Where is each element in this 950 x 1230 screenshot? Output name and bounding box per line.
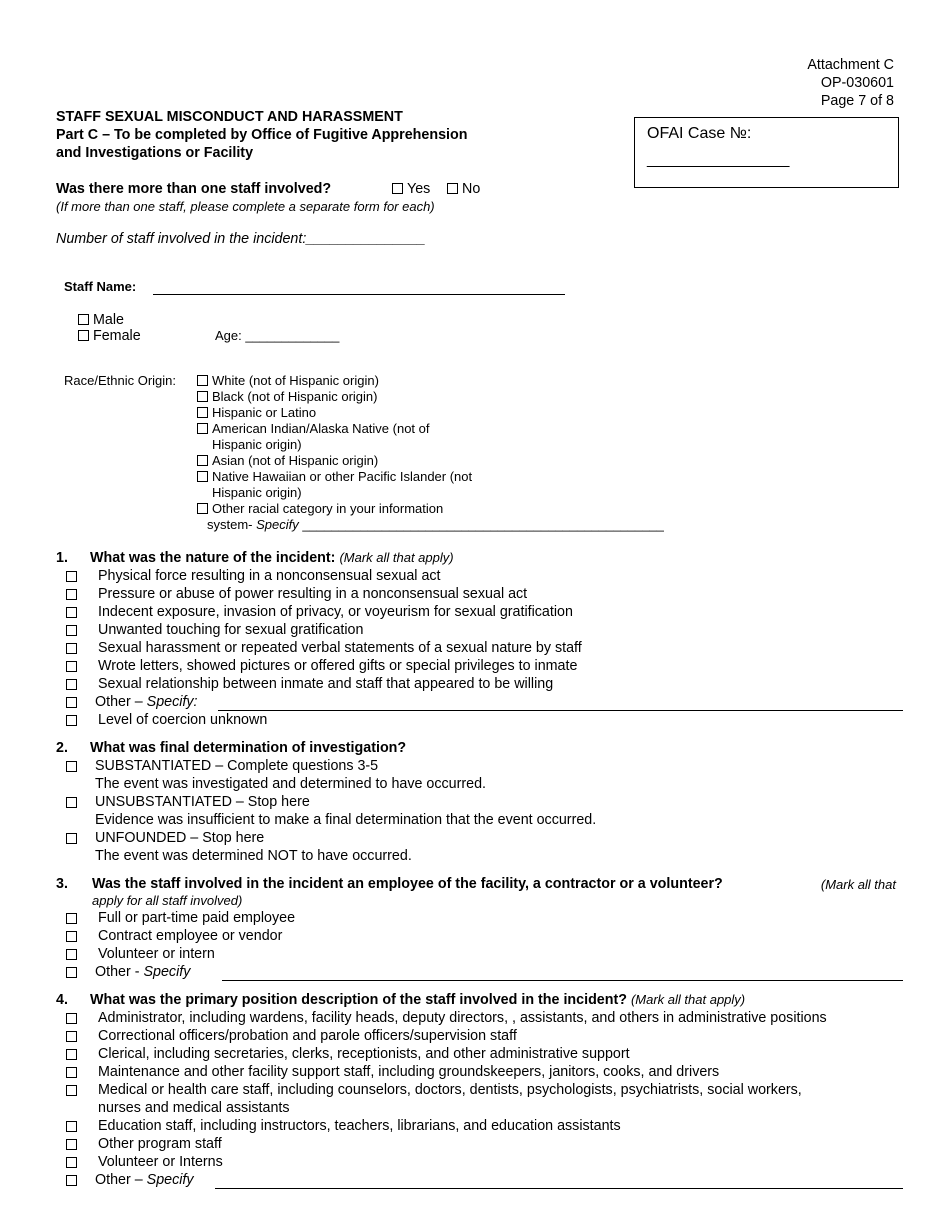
q1-coercion-unknown-checkbox[interactable] — [66, 715, 77, 726]
q1-option-0-checkbox[interactable] — [66, 571, 77, 582]
q4-option2-2-label: Volunteer or Interns — [98, 1154, 223, 1170]
q2-substantiated-desc: The event was investigated and determined to have occurred. — [95, 776, 487, 792]
q4-option-1-checkbox[interactable] — [66, 1031, 77, 1042]
race-asian[interactable] — [197, 453, 378, 469]
race-black-checkbox[interactable] — [197, 391, 208, 402]
number-staff-field[interactable]: Number of staff involved in the incident:_______________ — [56, 231, 426, 247]
race-native-label: American Indian/Alaska Native (not of — [212, 421, 430, 436]
form-subtitle-2: and Investigations or Facility — [56, 145, 254, 161]
q3-number: 3. — [56, 876, 68, 892]
q4-heading — [90, 992, 745, 1008]
q1-option-6-checkbox[interactable] — [66, 679, 77, 690]
multi-staff-no[interactable] — [447, 181, 480, 197]
q4-option-2-label: Clerical, including secretaries, clerks, receptionists, and other administrative support — [98, 1046, 630, 1062]
race-other-specify-label: Specify — [256, 517, 299, 532]
q4-option2-0-checkbox[interactable] — [66, 1121, 77, 1132]
q1-option-6-label: Sexual relationship between inmate and staff that appeared to be willing — [98, 676, 554, 692]
case-number-label: OFAI Case №: — [647, 125, 752, 142]
q3-option-0-label: Full or part-time paid employee — [98, 910, 296, 926]
q4-option-3-checkbox[interactable] — [66, 1067, 77, 1078]
q4-option-0-checkbox[interactable] — [66, 1013, 77, 1024]
multi-staff-note: (If more than one staff, please complete a separate form for each) — [56, 199, 435, 214]
form-title: STAFF SEXUAL MISCONDUCT AND HARASSMENT — [56, 109, 403, 125]
q3-note: (Mark all that — [820, 877, 896, 892]
q4-question: What was the primary position description of the staff involved in the incident? — [90, 992, 627, 1008]
q1-other-prefix: Other – — [95, 694, 143, 710]
race-pacific-checkbox[interactable] — [197, 471, 208, 482]
q4-other-prefix: Other – — [95, 1172, 143, 1188]
q1-coercion-unknown-label: Level of coercion unknown — [98, 712, 268, 728]
q2-substantiated-label: SUBSTANTIATED – Complete questions 3-5 — [95, 758, 379, 774]
race-pacific-label-2: Hispanic origin) — [212, 485, 302, 500]
race-hispanic[interactable] — [197, 405, 316, 421]
q3-note-2: apply for all staff involved) — [92, 893, 243, 908]
race-other-checkbox[interactable] — [197, 503, 208, 514]
race-pacific[interactable] — [197, 469, 472, 485]
q4-option-2-checkbox[interactable] — [66, 1049, 77, 1060]
yes-label: Yes — [407, 181, 431, 197]
q1-option-4-label: Sexual harassment or repeated verbal statements of a sexual nature by staff — [98, 640, 582, 656]
q3-question: Was the staff involved in the incident an employee of the facility, a contractor or a volunteer? — [92, 876, 723, 892]
q2-unfounded-checkbox[interactable] — [66, 833, 77, 844]
race-native-checkbox[interactable] — [197, 423, 208, 434]
race-hispanic-checkbox[interactable] — [197, 407, 208, 418]
q4-option2-1-checkbox[interactable] — [66, 1139, 77, 1150]
female-label: Female — [93, 328, 141, 344]
female-checkbox[interactable] — [78, 330, 89, 341]
race-native[interactable] — [197, 421, 430, 437]
q4-other-input[interactable] — [215, 1188, 903, 1189]
no-checkbox[interactable] — [447, 183, 458, 194]
q1-option-1-checkbox[interactable] — [66, 589, 77, 600]
q1-other-label — [95, 694, 198, 710]
q4-other-label — [95, 1172, 194, 1188]
no-label: No — [462, 181, 481, 197]
q4-option2-0-label: Education staff, including instructors, teachers, librarians, and education assistants — [98, 1118, 621, 1134]
q1-question: What was the nature of the incident: — [90, 550, 336, 566]
q4-option-0-label: Administrator, including wardens, facility heads, deputy directors, , assistants, and others in administrative positions — [98, 1010, 827, 1026]
q4-other-specify: Specify — [146, 1172, 194, 1188]
q1-heading — [90, 550, 454, 566]
staff-name-label: Staff Name: — [64, 279, 137, 294]
q3-other-specify: Specify — [143, 964, 191, 980]
race-pacific-label: Native Hawaiian or other Pacific Islander (not — [212, 469, 473, 484]
q1-option-3-checkbox[interactable] — [66, 625, 77, 636]
multi-staff-yes[interactable] — [392, 181, 430, 197]
q3-other-input[interactable] — [222, 980, 903, 981]
q4-number: 4. — [56, 992, 68, 1008]
q2-question: What was final determination of investigation? — [90, 740, 407, 756]
race-black[interactable] — [197, 389, 377, 405]
staff-name-input[interactable] — [153, 294, 565, 295]
q4-note: (Mark all that apply) — [630, 992, 746, 1007]
q2-unsubstantiated-label: UNSUBSTANTIATED – Stop here — [95, 794, 310, 810]
race-asian-label: Asian (not of Hispanic origin) — [212, 453, 379, 468]
q3-option-0-checkbox[interactable] — [66, 913, 77, 924]
q3-option-2-checkbox[interactable] — [66, 949, 77, 960]
male-label: Male — [93, 312, 124, 328]
race-other-specify-input[interactable]: __________________________________________________ — [302, 517, 664, 532]
male-option[interactable] — [78, 312, 124, 328]
race-white-checkbox[interactable] — [197, 375, 208, 386]
q3-other-checkbox[interactable] — [66, 967, 77, 978]
race-other[interactable] — [197, 501, 443, 517]
q1-option-1-label: Pressure or abuse of power resulting in a nonconsensual sexual act — [98, 586, 528, 602]
q1-option-3-label: Unwanted touching for sexual gratification — [98, 622, 364, 638]
q4-option-3-label: Maintenance and other facility support staff, including groundskeepers, janitors, cooks, and drivers — [98, 1064, 720, 1080]
race-other-label: Other racial category in your information — [212, 501, 444, 516]
q1-other-input[interactable] — [218, 710, 903, 711]
q2-unfounded-desc: The event was determined NOT to have occurred. — [95, 848, 412, 864]
race-white[interactable] — [197, 373, 379, 389]
race-asian-checkbox[interactable] — [197, 455, 208, 466]
case-number-box — [634, 117, 899, 188]
q1-other-specify: Specify: — [146, 694, 198, 710]
race-other-specify[interactable] — [207, 517, 664, 533]
race-black-label: Black (not of Hispanic origin) — [212, 389, 378, 404]
q1-option-4-checkbox[interactable] — [66, 643, 77, 654]
q1-option-0-label: Physical force resulting in a nonconsensual sexual act — [98, 568, 441, 584]
yes-checkbox[interactable] — [392, 183, 403, 194]
op-number: OP-030601 — [820, 75, 894, 91]
q3-other-prefix: Other - — [95, 964, 140, 980]
q4-option-4-label: Medical or health care staff, including counselors, doctors, dentists, psychologists, psychiatrists, social workers, — [98, 1082, 802, 1098]
multi-staff-question: Was there more than one staff involved? — [56, 181, 332, 197]
q4-option2-2-checkbox[interactable] — [66, 1157, 77, 1168]
race-white-label: White (not of Hispanic origin) — [212, 373, 379, 388]
race-other-system: system- — [207, 517, 253, 532]
form-subtitle: Part C – To be completed by Office of Fugitive Apprehension — [56, 127, 468, 143]
q1-number: 1. — [56, 550, 68, 566]
q1-option-5-label: Wrote letters, showed pictures or offered gifts or special privileges to inmate — [98, 658, 578, 674]
q2-unsubstantiated-checkbox[interactable] — [66, 797, 77, 808]
q4-option-4-checkbox[interactable] — [66, 1085, 77, 1096]
age-field[interactable]: Age: _____________ — [215, 328, 340, 343]
attachment-label: Attachment C — [807, 57, 894, 73]
q1-option-2-label: Indecent exposure, invasion of privacy, or voyeurism for sexual gratification — [98, 604, 573, 620]
page-number: Page 7 of 8 — [820, 93, 894, 109]
q1-note: (Mark all that apply) — [339, 550, 454, 565]
q3-heading — [92, 876, 897, 892]
q3-option-2-label: Volunteer or intern — [98, 946, 215, 962]
q1-option-2-checkbox[interactable] — [66, 607, 77, 618]
q4-other-checkbox[interactable] — [66, 1175, 77, 1186]
q4-option-1-label: Correctional officers/probation and parole officers/supervision staff — [98, 1028, 517, 1044]
case-number-field[interactable]: ________________ — [647, 151, 790, 168]
q4-medical-label-2: nurses and medical assistants — [98, 1100, 290, 1116]
race-native-label-2: Hispanic origin) — [212, 437, 302, 452]
race-label: Race/Ethnic Origin: — [64, 373, 176, 388]
q2-unsubstantiated-desc: Evidence was insufficient to make a final determination that the event occurred. — [95, 812, 597, 828]
q2-unfounded-label: UNFOUNDED – Stop here — [95, 830, 265, 846]
q3-other-label — [95, 964, 190, 980]
q3-option-1-label: Contract employee or vendor — [98, 928, 283, 944]
q2-substantiated-checkbox[interactable] — [66, 761, 77, 772]
q3-option-1-checkbox[interactable] — [66, 931, 77, 942]
q2-number: 2. — [56, 740, 68, 756]
q4-option2-1-label: Other program staff — [98, 1136, 222, 1152]
q1-other-checkbox[interactable] — [66, 697, 77, 708]
female-option[interactable] — [78, 328, 141, 344]
q1-option-5-checkbox[interactable] — [66, 661, 77, 672]
male-checkbox[interactable] — [78, 314, 89, 325]
race-hispanic-label: Hispanic or Latino — [212, 405, 317, 420]
